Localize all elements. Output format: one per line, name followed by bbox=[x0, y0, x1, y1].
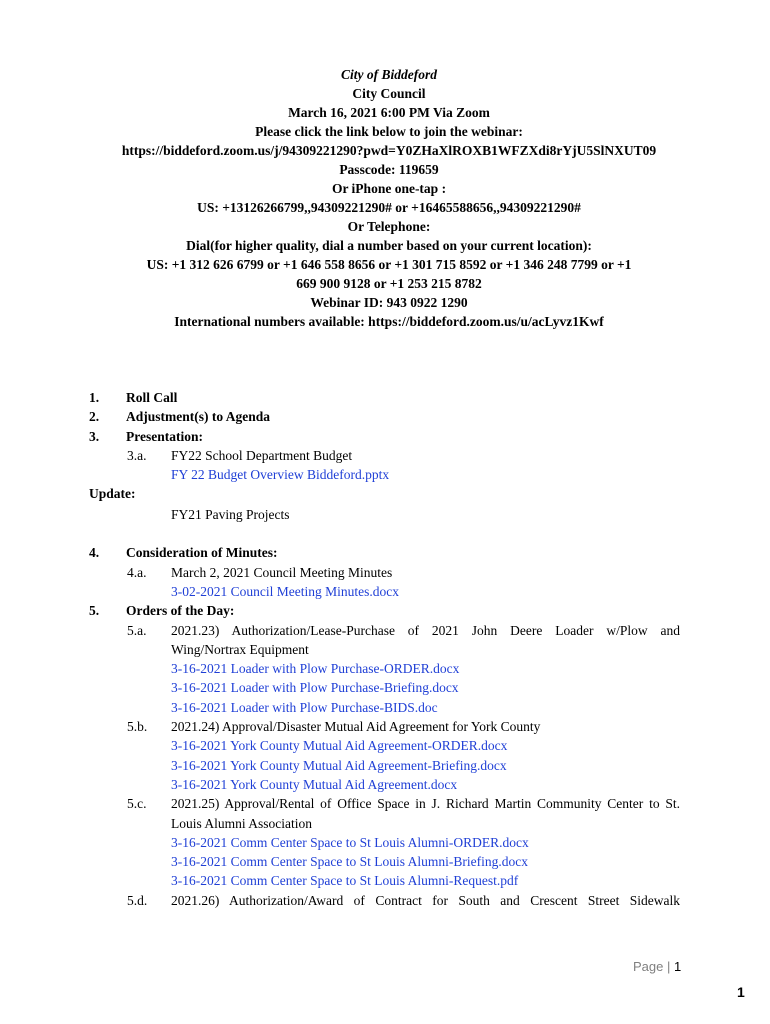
attachment-link[interactable]: 3-16-2021 Comm Center Space to St Louis Alumni-Briefing.docx bbox=[171, 854, 528, 870]
council-name: City Council bbox=[352, 86, 426, 101]
sub-item-5b-link-row bbox=[0, 756, 770, 775]
iphone-numbers: US: +13126266799,,94309221290# or +16465588656,,94309221290# bbox=[197, 200, 581, 215]
sub-item-text: Louis Alumni Association bbox=[171, 815, 313, 831]
attachment-link[interactable]: 3-16-2021 Comm Center Space to St Louis Alumni-Request.pdf bbox=[171, 873, 519, 889]
attachment-link[interactable]: 3-16-2021 York County Mutual Aid Agreement-Briefing.docx bbox=[171, 757, 507, 773]
us-numbers-line-1: US: +1 312 626 6799 or +1 646 558 8656 or +1 301 715 8592 or +1 346 248 7799 or +1 bbox=[146, 257, 632, 272]
page-number: 1 bbox=[673, 959, 682, 974]
item-title: Orders of the Day: bbox=[126, 603, 235, 619]
sub-item-5a-cont bbox=[0, 640, 770, 659]
item-title: Consideration of Minutes: bbox=[126, 545, 278, 561]
sub-item-3a-link-row bbox=[0, 465, 770, 484]
sub-item-5c-link-row bbox=[0, 833, 770, 852]
sub-item-label: 5.c. bbox=[127, 796, 147, 812]
item-number: 5. bbox=[89, 603, 100, 619]
sub-item-4a-link-row bbox=[0, 582, 770, 601]
sub-item-text: 2021.26) Authorization/Award of Contract for South and Crescent Street Sidewalk bbox=[171, 892, 680, 908]
agenda-item-presentation bbox=[0, 427, 770, 446]
sub-item-5d bbox=[0, 891, 770, 910]
sub-item-text: 2021.24) Approval/Disaster Mutual Aid Agreement for York County bbox=[171, 719, 541, 735]
sub-item-text: March 2, 2021 Council Meeting Minutes bbox=[171, 564, 393, 580]
sub-item-label: 5.d. bbox=[127, 892, 148, 908]
passcode: Passcode: 119659 bbox=[339, 162, 439, 177]
dial-instruction: Dial(for higher quality, dial a number based on your current location): bbox=[186, 238, 592, 253]
sub-item-label: 4.a. bbox=[127, 564, 147, 580]
update-text: FY21 Paving Projects bbox=[171, 506, 290, 522]
corner-page-number: 1 bbox=[737, 984, 745, 1000]
meeting-date: March 16, 2021 6:00 PM Via Zoom bbox=[288, 105, 490, 120]
sub-item-label: 3.a. bbox=[127, 447, 147, 463]
update-heading-row bbox=[0, 484, 770, 503]
sub-item-5b bbox=[0, 717, 770, 736]
item-number: 2. bbox=[89, 409, 100, 425]
attachment-link[interactable]: 3-02-2021 Council Meeting Minutes.docx bbox=[171, 583, 399, 599]
attachment-link[interactable]: 3-16-2021 York County Mutual Aid Agreement-ORDER.docx bbox=[171, 738, 508, 754]
agenda-item-adjustments bbox=[0, 407, 770, 426]
spacer bbox=[0, 524, 770, 543]
item-number: 3. bbox=[89, 428, 100, 444]
meeting-header bbox=[60, 65, 718, 331]
sub-item-4a bbox=[0, 563, 770, 582]
sub-item-text: 2021.25) Approval/Rental of Office Space in J. Richard Martin Community Center to St. bbox=[171, 796, 680, 812]
agenda-item-orders bbox=[0, 601, 770, 620]
international-numbers: International numbers available: https://biddeford.zoom.us/u/acLyvz1Kwf bbox=[174, 314, 604, 329]
attachment-link[interactable]: 3-16-2021 Comm Center Space to St Louis Alumni-ORDER.docx bbox=[171, 834, 529, 850]
webinar-instruction: Please click the link below to join the webinar: bbox=[255, 124, 523, 139]
attachment-link[interactable]: 3-16-2021 Loader with Plow Purchase-ORDER.docx bbox=[171, 661, 460, 677]
attachment-link[interactable]: 3-16-2021 Loader with Plow Purchase-Briefing.docx bbox=[171, 680, 459, 696]
sub-item-label: 5.b. bbox=[127, 719, 148, 735]
sub-item-text: FY22 School Department Budget bbox=[171, 447, 353, 463]
city-name: City of Biddeford bbox=[341, 67, 437, 82]
sub-item-text: Wing/Nortrax Equipment bbox=[171, 641, 309, 657]
item-title: Presentation: bbox=[126, 428, 203, 444]
item-number: 4. bbox=[89, 545, 100, 561]
sub-item-5a-link-row bbox=[0, 698, 770, 717]
agenda bbox=[0, 388, 770, 910]
page-footer bbox=[633, 959, 681, 974]
item-number: 1. bbox=[89, 390, 100, 405]
update-label: Update: bbox=[89, 486, 136, 502]
sub-item-label: 5.a. bbox=[127, 622, 147, 638]
item-title: Roll Call bbox=[126, 390, 178, 405]
update-item-row bbox=[0, 505, 770, 524]
sub-item-5a-link-row bbox=[0, 678, 770, 697]
webinar-id: Webinar ID: 943 0922 1290 bbox=[310, 295, 468, 310]
sub-item-text: 2021.23) Authorization/Lease-Purchase of 2021 John Deere Loader w/Plow and bbox=[171, 622, 680, 638]
sub-item-5b-link-row bbox=[0, 775, 770, 794]
agenda-item-roll-call bbox=[0, 388, 770, 407]
zoom-link[interactable]: https://biddeford.zoom.us/j/94309221290?pwd=Y0ZHaXlROXB1WFZXdi8rYjU5SlNXUT09 bbox=[121, 143, 657, 158]
attachment-link[interactable]: 3-16-2021 Loader with Plow Purchase-BIDS.doc bbox=[171, 699, 438, 715]
sub-item-5a bbox=[0, 621, 770, 640]
attachment-link[interactable]: 3-16-2021 York County Mutual Aid Agreement.docx bbox=[171, 776, 458, 792]
sub-item-5c bbox=[0, 794, 770, 813]
sub-item-5c-cont bbox=[0, 814, 770, 833]
us-numbers-line-2: 669 900 9128 or +1 253 215 8782 bbox=[296, 276, 482, 291]
sub-item-5b-link-row bbox=[0, 736, 770, 755]
agenda-item-minutes bbox=[0, 543, 770, 562]
attachment-link[interactable]: FY 22 Budget Overview Biddeford.pptx bbox=[171, 467, 390, 483]
item-title: Adjustment(s) to Agenda bbox=[126, 409, 271, 425]
sub-item-5a-link-row bbox=[0, 659, 770, 678]
sub-item-5c-link-row bbox=[0, 852, 770, 871]
iphone-label: Or iPhone one-tap : bbox=[331, 181, 447, 196]
telephone-label: Or Telephone: bbox=[347, 219, 431, 234]
sub-item-5c-link-row bbox=[0, 871, 770, 890]
sub-item-3a bbox=[0, 446, 770, 465]
page-label: Page | bbox=[633, 959, 671, 974]
